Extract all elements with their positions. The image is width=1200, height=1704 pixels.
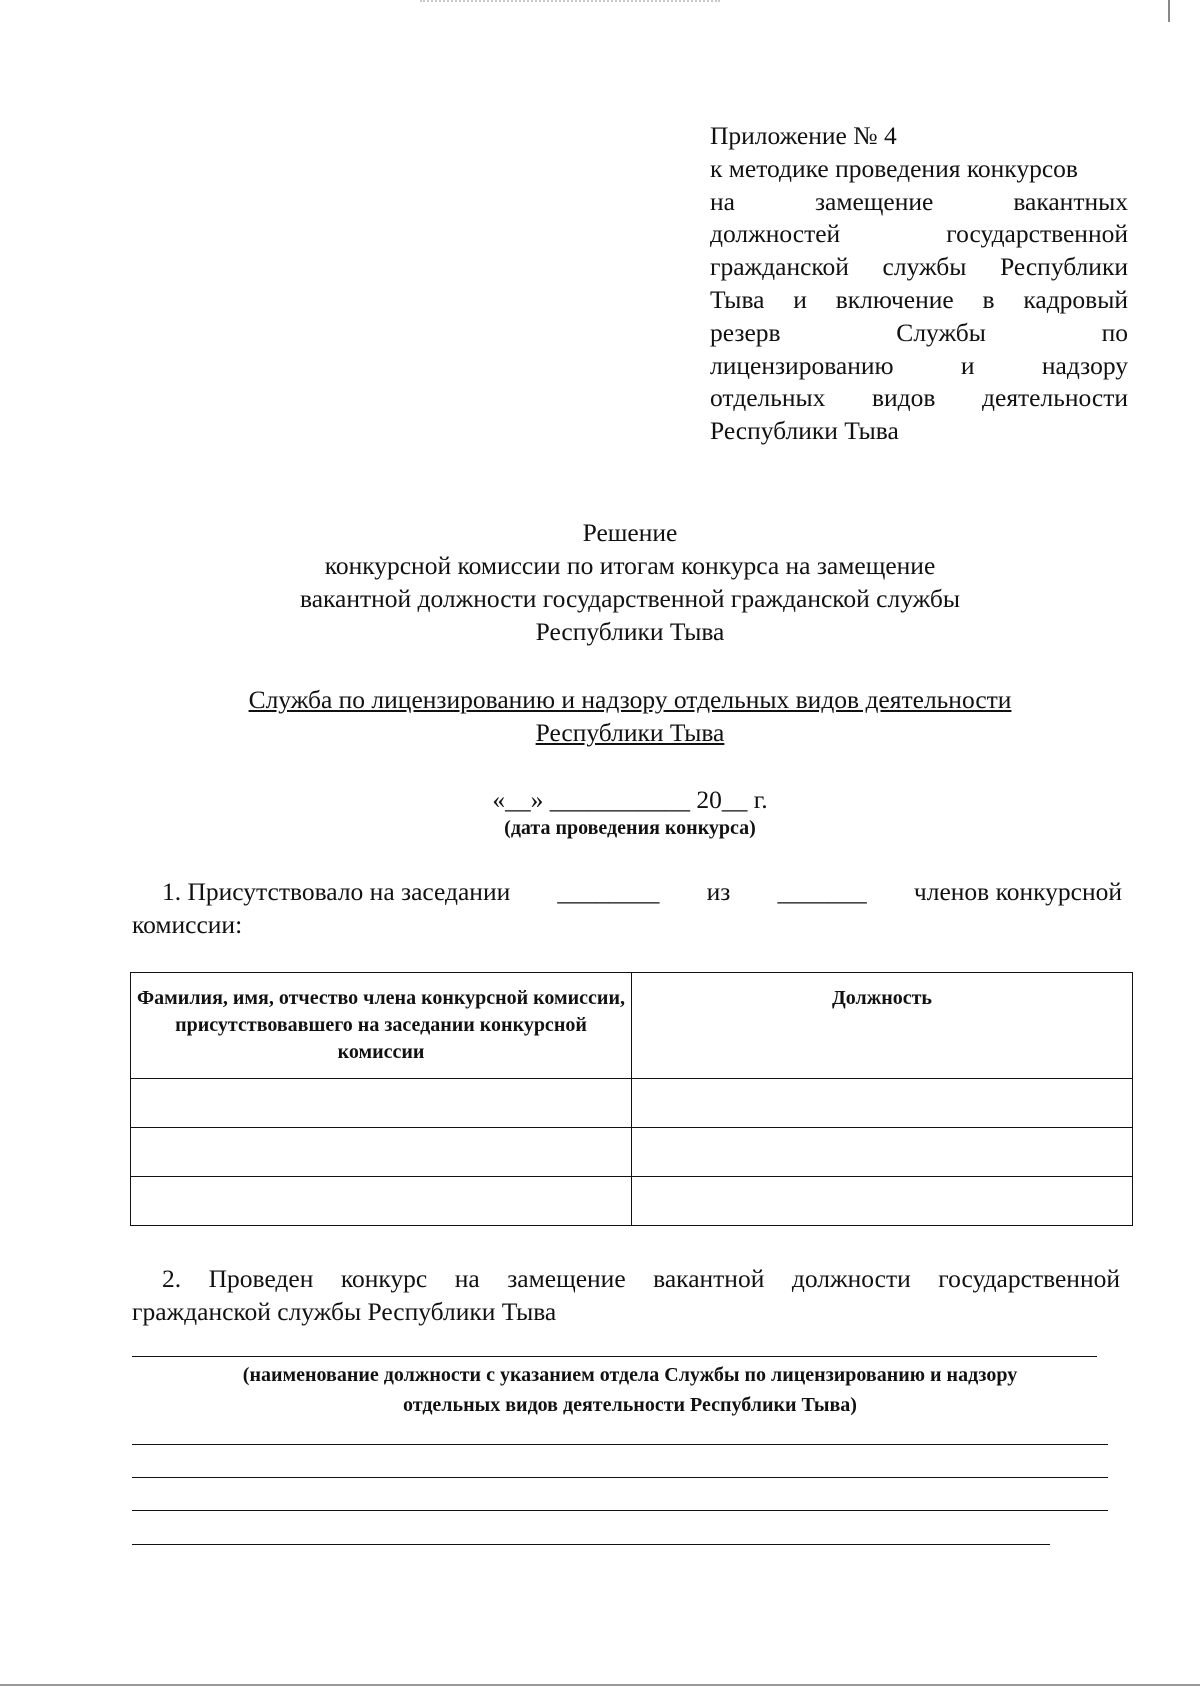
section-1-text-b: из xyxy=(706,877,731,906)
table-cell-name xyxy=(131,1177,632,1226)
appendix-line: Тыва и включение в кадровый xyxy=(710,284,1128,314)
heading-line: вакантной должности государственной гражданской службы xyxy=(299,584,961,613)
scan-artifact-right xyxy=(1168,0,1170,22)
section-2 xyxy=(132,1262,1120,1328)
date-caption: (дата проведения конкурса) xyxy=(504,817,756,839)
table-cell-name xyxy=(131,1079,632,1128)
attendees-count-blank: ________ xyxy=(557,877,660,906)
appendix-line: должностей государственной xyxy=(710,219,1128,249)
position-caption-line: (наименование должности с указанием отдела Службы по лицензированию и надзору xyxy=(242,1364,1018,1386)
section-1-text-a: 1. Присутствовало на заседании xyxy=(162,877,511,906)
appendix-line: резерв Службы по xyxy=(710,317,1128,347)
appendix-line: лицензированию и надзору xyxy=(710,350,1128,380)
table-cell-name xyxy=(131,1128,632,1177)
table-row xyxy=(131,1128,1133,1177)
section-2-line-2: гражданской службы Республики Тыва xyxy=(132,1297,557,1326)
fill-line xyxy=(132,1444,1108,1445)
table-cell-position xyxy=(632,1079,1133,1128)
table-header-row xyxy=(131,973,1133,1079)
table-cell-position xyxy=(632,1177,1133,1226)
scan-artifact-bottom xyxy=(0,1684,1200,1686)
column-header-member-name: Фамилия, имя, отчество члена конкурсной комиссии, присутствовавшего на заседании конкурсной комиссии xyxy=(131,973,632,1079)
scan-artifact-top xyxy=(420,0,720,5)
table-cell-position xyxy=(632,1128,1133,1177)
appendix-line: отдельных видов деятельности xyxy=(710,383,1128,413)
document-heading xyxy=(150,516,1110,648)
date-line: «__» ___________ 20__ г. xyxy=(492,785,768,814)
organization-line: Служба по лицензированию и надзору отдельных видов деятельности xyxy=(248,685,1012,714)
members-total-blank: _______ xyxy=(777,877,867,906)
column-header-position: Должность xyxy=(632,973,1133,1079)
fill-line xyxy=(132,1477,1108,1478)
section-1-line-2: комиссии: xyxy=(132,910,243,939)
heading-line: конкурсной комиссии по итогам конкурса на замещение xyxy=(324,551,936,580)
fill-line xyxy=(132,1510,1108,1511)
heading-title: Решение xyxy=(582,518,678,547)
appendix-block xyxy=(710,120,1128,448)
position-caption xyxy=(150,1360,1110,1420)
table-row xyxy=(131,1177,1133,1226)
appendix-line: на замещение вакантных xyxy=(710,186,1128,216)
heading-line: Республики Тыва xyxy=(535,617,725,646)
appendix-line: Республики Тыва xyxy=(710,416,899,446)
organization-name xyxy=(150,683,1110,749)
fill-line xyxy=(132,1544,1050,1545)
appendix-line: к методике проведения конкурсов xyxy=(710,153,1078,183)
table-row xyxy=(131,1079,1133,1128)
section-1-line xyxy=(132,875,1122,908)
appendix-line: гражданской службы Республики xyxy=(710,252,1128,282)
position-fill-line xyxy=(132,1356,1097,1357)
members-table xyxy=(130,972,1133,1226)
section-1-text-c: членов конкурсной xyxy=(913,877,1122,906)
position-caption-line: отдельных видов деятельности Республики Тыва) xyxy=(403,1394,857,1416)
section-1 xyxy=(132,875,1122,941)
section-2-line: 2. Проведен конкурс на замещение вакантной должности государственной xyxy=(162,1264,1120,1293)
appendix-text xyxy=(710,153,1128,448)
organization-line: Республики Тыва xyxy=(535,718,725,747)
date-block xyxy=(150,785,1110,841)
appendix-title: Приложение № 4 xyxy=(710,121,897,150)
